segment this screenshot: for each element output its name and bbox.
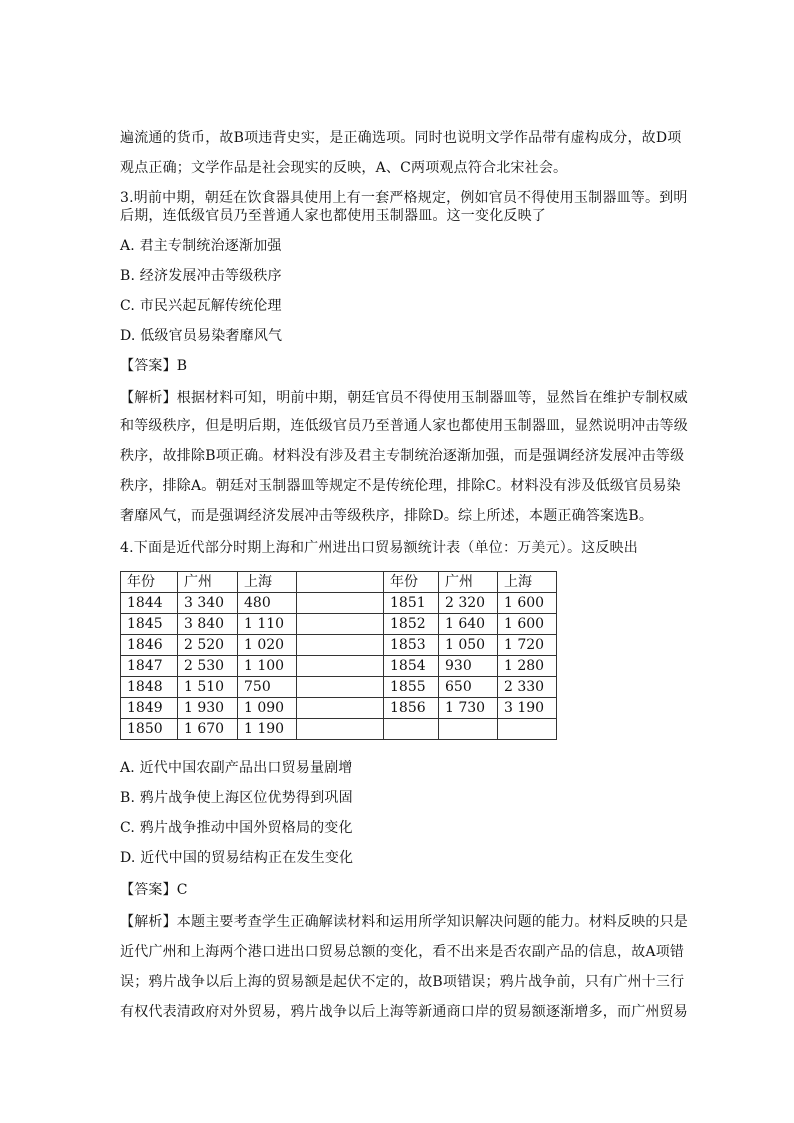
table-cell: 1 640 bbox=[439, 614, 498, 635]
question-3-analysis: 秩序，排除A。朝廷对玉制器皿等规定不是传统伦理，排除C。材料没有涉及低级官员易染 bbox=[120, 478, 681, 494]
trade-table bbox=[120, 571, 557, 740]
question-4-analysis: 误；鸦片战争以后上海的贸易额是起伏不定的，故B项错误；鸦片战争前，只有广州十三行 bbox=[120, 974, 685, 990]
table-cell: 1849 bbox=[121, 698, 178, 719]
table-cell: 1 090 bbox=[238, 698, 297, 719]
question-4-analysis: 【解析】本题主要考查学生正确解读材料和运用所学知识解决问题的能力。材料反映的只是 bbox=[120, 914, 688, 930]
table-cell bbox=[297, 656, 384, 677]
table-cell: 1847 bbox=[121, 656, 178, 677]
question-4-option-b: B. 鸦片战争使上海区位优势得到巩固 bbox=[120, 790, 353, 806]
question-3-analysis: 秩序，故排除B项正确。材料没有涉及君主专制统治逐渐加强，而是强调经济发展冲击等级 bbox=[120, 448, 685, 464]
table-cell: 1 190 bbox=[238, 719, 297, 740]
question-4-answer: 【答案】C bbox=[120, 882, 188, 898]
table-cell: 1850 bbox=[121, 719, 178, 740]
table-cell: 1 050 bbox=[439, 635, 498, 656]
table-cell bbox=[384, 719, 439, 740]
table-cell: 1855 bbox=[384, 677, 439, 698]
question-4-stem: 4.下面是近代部分时期上海和广州进出口贸易额统计表（单位：万美元）。这反映出 bbox=[120, 540, 638, 556]
table-cell: 1 600 bbox=[498, 614, 557, 635]
table-cell: 1845 bbox=[121, 614, 178, 635]
table-header-row bbox=[121, 572, 557, 593]
table-cell bbox=[439, 719, 498, 740]
table-row bbox=[121, 719, 557, 740]
table-cell: 750 bbox=[238, 677, 297, 698]
table-cell: 1853 bbox=[384, 635, 439, 656]
table-cell: 1 510 bbox=[178, 677, 238, 698]
table-cell: 1 930 bbox=[178, 698, 238, 719]
table-row bbox=[121, 635, 557, 656]
table-cell: 2 330 bbox=[498, 677, 557, 698]
table-cell: 3 340 bbox=[178, 593, 238, 614]
question-3-analysis: 【解析】根据材料可知，明前中期，朝廷官员不得使用玉制器皿等，显然旨在维护专制权威 bbox=[120, 390, 688, 406]
table-header-cell: 年份 bbox=[384, 572, 439, 593]
table-cell bbox=[498, 719, 557, 740]
table-cell: 1848 bbox=[121, 677, 178, 698]
table-header-cell bbox=[297, 572, 384, 593]
table-cell: 3 190 bbox=[498, 698, 557, 719]
question-4-analysis: 有权代表清政府对外贸易，鸦片战争以后上海等新通商口岸的贸易额逐渐增多，而广州贸易 bbox=[120, 1004, 688, 1020]
table-cell: 650 bbox=[439, 677, 498, 698]
table-cell: 1 600 bbox=[498, 593, 557, 614]
table-cell: 1 670 bbox=[178, 719, 238, 740]
table-cell: 1852 bbox=[384, 614, 439, 635]
table-row bbox=[121, 614, 557, 635]
table-cell: 2 520 bbox=[178, 635, 238, 656]
question-3-option-a: A. 君主专制统治逐渐加强 bbox=[120, 238, 282, 254]
question-3-answer: 【答案】B bbox=[120, 358, 188, 374]
question-3-stem: 后期，连低级官员乃至普通人家也都使用玉制器皿。这一变化反映了 bbox=[120, 208, 546, 224]
table-cell: 1846 bbox=[121, 635, 178, 656]
question-3-option-c: C. 市民兴起瓦解传统伦理 bbox=[120, 298, 282, 314]
table-cell bbox=[297, 719, 384, 740]
table-cell: 3 840 bbox=[178, 614, 238, 635]
table-cell: 1 020 bbox=[238, 635, 297, 656]
table-cell bbox=[297, 614, 384, 635]
table-cell bbox=[297, 698, 384, 719]
table-cell: 2 530 bbox=[178, 656, 238, 677]
table-cell: 1 280 bbox=[498, 656, 557, 677]
table-header-cell: 广州 bbox=[178, 572, 238, 593]
table-header-cell: 上海 bbox=[238, 572, 297, 593]
table-cell: 480 bbox=[238, 593, 297, 614]
table-header-cell: 年份 bbox=[121, 572, 178, 593]
table-cell: 1851 bbox=[384, 593, 439, 614]
question-3-analysis: 奢靡风气，而是强调经济发展冲击等级秩序，排除D。综上所述，本题正确答案选B。 bbox=[120, 508, 654, 524]
table-row bbox=[121, 656, 557, 677]
table-row bbox=[121, 593, 557, 614]
table-cell: 1856 bbox=[384, 698, 439, 719]
table-cell bbox=[297, 677, 384, 698]
table-cell: 1 110 bbox=[238, 614, 297, 635]
question-4-analysis: 近代广州和上海两个港口进出口贸易总额的变化，看不出来是否农副产品的信息，故A项错 bbox=[120, 944, 685, 960]
table-cell: 930 bbox=[439, 656, 498, 677]
question-4-option-c: C. 鸦片战争推动中国外贸格局的变化 bbox=[120, 820, 353, 836]
paragraph-line: 遍流通的货币，故B项违背史实，是正确选项。同时也说明文学作品带有虚构成分，故D项 bbox=[120, 130, 682, 146]
question-3-option-d: D. 低级官员易染奢靡风气 bbox=[120, 328, 283, 344]
table-cell: 1 720 bbox=[498, 635, 557, 656]
table-cell bbox=[297, 635, 384, 656]
table-cell: 1 100 bbox=[238, 656, 297, 677]
table-header-cell: 上海 bbox=[498, 572, 557, 593]
paragraph-line: 观点正确；文学作品是社会现实的反映，A、C两项观点符合北宋社会。 bbox=[120, 160, 568, 176]
table-header-cell: 广州 bbox=[439, 572, 498, 593]
table-cell: 1854 bbox=[384, 656, 439, 677]
question-3-option-b: B. 经济发展冲击等级秩序 bbox=[120, 268, 282, 284]
table-row bbox=[121, 677, 557, 698]
question-4-option-a: A. 近代中国农副产品出口贸易量剧增 bbox=[120, 760, 353, 776]
question-3-stem: 3.明前中期，朝廷在饮食器具使用上有一套严格规定，例如官员不得使用玉制器皿等。到明 bbox=[120, 190, 688, 206]
question-4-option-d: D. 近代中国的贸易结构正在发生变化 bbox=[120, 850, 354, 866]
table-row bbox=[121, 698, 557, 719]
table-cell: 1 730 bbox=[439, 698, 498, 719]
table-cell: 1844 bbox=[121, 593, 178, 614]
table-cell: 2 320 bbox=[439, 593, 498, 614]
table-cell bbox=[297, 593, 384, 614]
question-3-analysis: 和等级秩序，但是明后期，连低级官员乃至普通人家也都使用玉制器皿，显然说明冲击等级 bbox=[120, 418, 688, 434]
